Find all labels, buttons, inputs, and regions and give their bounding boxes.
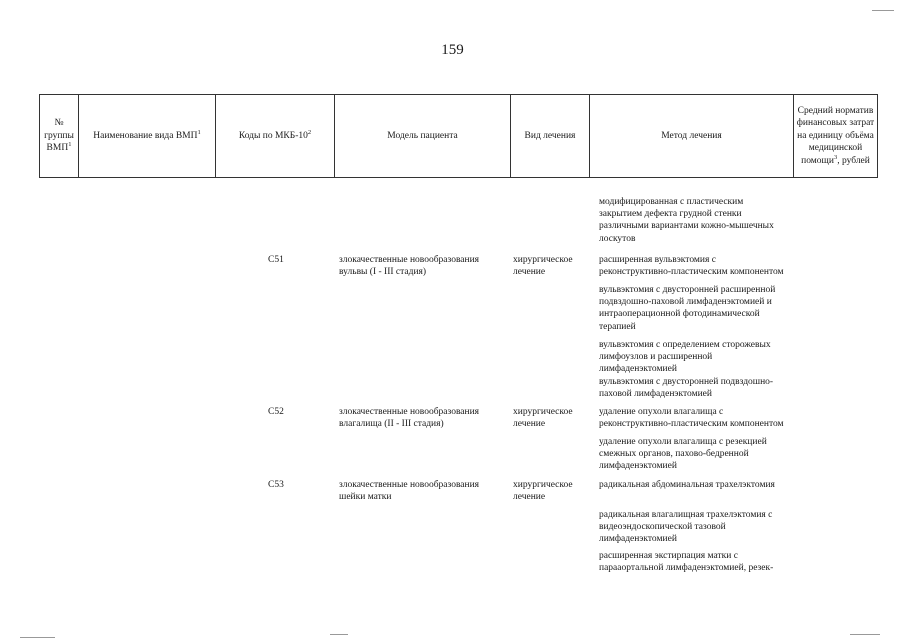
- method-text: удаление опухоли влагалища с реконструктивно-пластическим компонентом: [599, 407, 784, 430]
- scan-artifact: [850, 634, 880, 635]
- method-text: удаление опухоли влагалища с резекцией смежных органов, пахово-бедренной лимфаденэктомией: [599, 437, 767, 472]
- header-cost-norm: Средний норматив финансовых затрат на единицу объёма медицинской помощи$^3$, рублей: [794, 95, 878, 178]
- method-text: модифицированная с пластическим закрытием дефекта грудной стенки различными вариантами кожно-мышечных лоскутов: [599, 197, 774, 244]
- method-text: расширенная вульвэктомия с реконструктивно-пластическим компонентом: [599, 255, 784, 278]
- patient-model: злокачественные новообразования вульвы (I - III стадия): [339, 255, 480, 278]
- header-treatment-method: Метод лечения: [590, 95, 794, 178]
- patient-model: злокачественные новообразования влагалища (II - III стадия): [339, 407, 480, 430]
- header-patient-model: Модель пациента: [335, 95, 511, 178]
- icd-code: C53: [268, 480, 284, 490]
- treatment-kind: хирургическое лечение: [513, 255, 573, 278]
- header-treatment-kind: Вид лечения: [511, 95, 590, 178]
- page-number: 159: [441, 42, 464, 58]
- icd-code: C52: [268, 407, 284, 417]
- method-text: радикальная влагалищная трахелэктомия с видеоэндоскопической тазовой лимфаденэктомией: [599, 510, 773, 545]
- method-text: вульвэктомия с определением сторожевых лимфоузлов и расширенной лимфаденэктомией: [599, 340, 771, 375]
- method-text: вульвэктомия с двусторонней расширенной подвздошно-паховой лимфаденэктомией и интраоперационной фотодинамической терапией: [599, 285, 776, 332]
- scan-artifact: [872, 10, 894, 11]
- header-icd-codes: Коды по МКБ-$10^2$: [216, 95, 335, 178]
- treatment-kind: хирургическое лечение: [513, 407, 573, 430]
- scan-artifact: [330, 634, 348, 635]
- patient-model: злокачественные новообразования шейки матки: [339, 480, 480, 503]
- scan-artifact: [20, 637, 55, 638]
- header-group-number: № группы ВМП$^1$: [40, 95, 79, 178]
- icd-code: C51: [268, 255, 284, 265]
- method-text: радикальная абдоминальная трахелэктомия: [599, 480, 775, 490]
- method-text: расширенная экстирпация матки с парааортальной лимфаденэктомией, резек-: [599, 551, 774, 574]
- header-vmp-name: Наименование вида ВМП$^1$: [79, 95, 216, 178]
- treatment-kind: хирургическое лечение: [513, 480, 573, 503]
- method-text: вульвэктомия с двусторонней подвздошно-паховой лимфаденэктомией: [599, 377, 774, 400]
